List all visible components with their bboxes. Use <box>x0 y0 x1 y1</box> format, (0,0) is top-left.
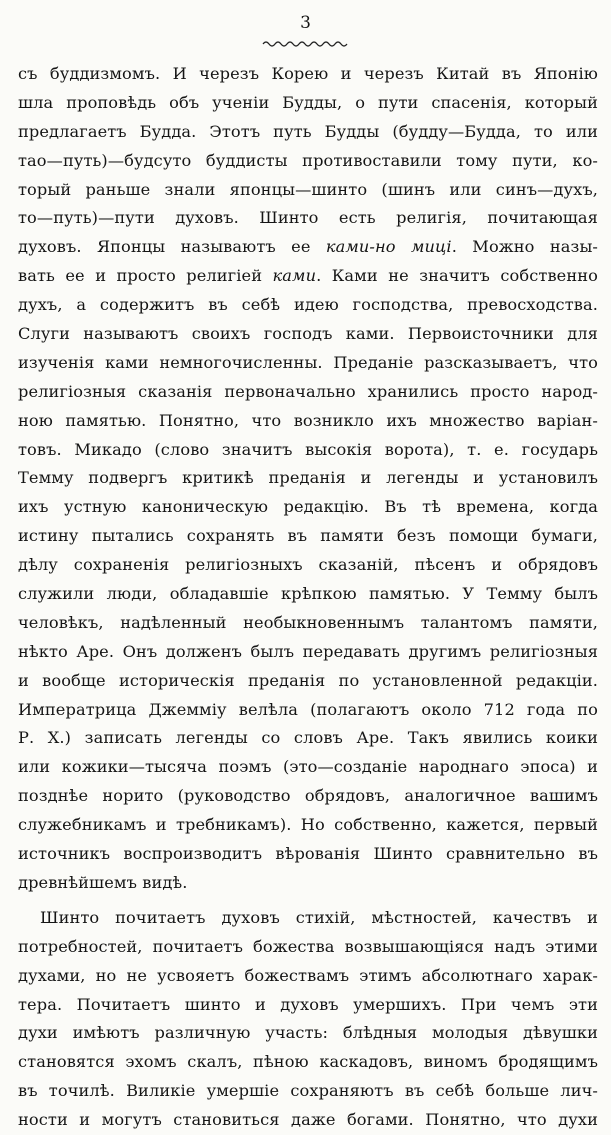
text-line <box>18 118 598 147</box>
emphasized-term: ками <box>272 266 317 286</box>
text-segment: источникъ воспроизводитъ вѣрованія Шинто сравнительно въ <box>18 844 598 864</box>
page-number: 3 <box>300 13 311 33</box>
text-body <box>18 60 598 1135</box>
text-line <box>18 667 598 696</box>
text-line <box>18 609 598 638</box>
text-line <box>18 1077 598 1106</box>
text-line <box>18 262 598 291</box>
text-line <box>18 407 598 436</box>
text-segment: въ точилѣ. Виликіе умершіе сохраняютъ въ себѣ больше лич- <box>18 1081 598 1101</box>
text-line <box>18 962 598 991</box>
text-line <box>18 176 598 205</box>
text-segment: . Ками не значитъ собственно <box>316 266 598 286</box>
text-segment: и вообще историческія преданія по установленной редакціи. <box>18 670 598 690</box>
text-line <box>18 522 598 551</box>
text-line <box>18 696 598 725</box>
text-segment: истину пытались сохранять въ памяти безъ помощи бумаги, <box>18 526 598 546</box>
emphasized-term: ками-но мицi <box>325 237 452 257</box>
text-segment: Слуги называютъ своихъ господъ ками. Первоисточники для <box>18 324 598 344</box>
text-line <box>18 233 598 262</box>
text-line <box>18 147 598 176</box>
text-segment: служили люди, обладавшіе крѣпкою памятью. У Темму былъ <box>18 584 598 604</box>
text-line <box>18 933 598 962</box>
text-segment: дѣлу сохраненія религіозныхъ сказаній, пѣсенъ и обрядовъ <box>18 555 598 575</box>
header-ornament <box>0 33 611 52</box>
text-line <box>18 493 598 522</box>
text-line <box>18 1048 598 1077</box>
text-segment: изученія ками немногочисленны. Преданіе разсказываетъ, что <box>18 352 598 372</box>
text-segment: или кожики—тысяча поэмъ (это—созданіе народнаго эпоса) и <box>18 757 598 777</box>
text-line <box>18 378 598 407</box>
text-segment: духи имѣютъ различную участь: блѣдныя молодыя дѣвушки <box>18 1023 598 1043</box>
text-segment: древнѣйшемъ видѣ. <box>18 872 188 892</box>
text-segment: тера. Почитаетъ шинто и духовъ умершихъ. При чемъ эти <box>18 994 598 1014</box>
text-line <box>18 782 598 811</box>
text-segment: человѣкъ, надѣленный необыкновеннымъ талантомъ памяти, <box>18 612 598 632</box>
text-segment: съ буддизмомъ. И черезъ Корею и черезъ Китай въ Японію <box>18 64 598 83</box>
text-segment: предлагаетъ Будда. Этотъ путь Будды (будду—Будда, то или <box>18 121 598 141</box>
text-line <box>18 204 598 233</box>
text-segment: духами, но не усвояетъ божествамъ этимъ абсолютнаго харак- <box>18 965 598 985</box>
text-line <box>18 869 598 898</box>
text-line <box>18 1019 598 1048</box>
wavy-rule-icon <box>261 40 351 48</box>
text-line <box>18 811 598 840</box>
text-segment: служебникамъ и требникамъ). Но собственно, кажется, первый <box>18 815 598 835</box>
text-line <box>18 89 598 118</box>
text-segment: вать ее и просто религіей <box>18 266 273 286</box>
text-segment: ною памятью. Понятно, что возникло ихъ множество варіан- <box>18 410 598 430</box>
text-segment: Императрица Джеммiу велѣла (полагаютъ около 712 года по <box>18 699 598 719</box>
text-segment: Темму подвергъ критикѣ преданія и легенды и установилъ <box>18 468 598 488</box>
text-line <box>18 60 598 89</box>
text-line <box>18 904 598 933</box>
text-segment: . Можно назы- <box>451 237 599 257</box>
text-line <box>18 551 598 580</box>
paragraph <box>18 904 598 1135</box>
text-line <box>18 349 598 378</box>
text-line <box>18 991 598 1020</box>
text-line <box>18 291 598 320</box>
text-segment: ности и могутъ становиться даже богами. Понятно, что духи <box>18 1110 598 1130</box>
text-line <box>18 724 598 753</box>
text-segment: торый раньше знали японцы—шинто (шинъ или синъ—духъ, <box>18 179 598 199</box>
text-line <box>18 840 598 869</box>
text-segment: шла проповѣдь объ ученіи Будды, о пути спасенія, который <box>18 92 598 112</box>
text-line <box>18 320 598 349</box>
text-segment: духъ, а содержитъ въ себѣ идею господства, превосходства. <box>18 295 598 315</box>
text-line <box>18 753 598 782</box>
text-line <box>18 464 598 493</box>
text-segment: товъ. Микадо (слово значитъ высокія ворота), т. е. государь <box>18 439 598 459</box>
text-line <box>18 580 598 609</box>
text-segment: ихъ устную каноническую редакцію. Въ тѣ времена, когда <box>18 497 598 517</box>
text-segment: Шинто почитаетъ духовъ стихій, мѣстностей, качествъ и <box>40 907 598 927</box>
text-segment: позднѣе норито (руководство обрядовъ, аналогичное вашимъ <box>18 786 598 806</box>
text-segment: то—путь)—пути духовъ. Шинто есть религія, почитающая <box>18 208 598 228</box>
text-segment: тао—путь)—будсуто буддисты противоставили тому пути, ко- <box>18 150 598 170</box>
text-segment: религіозныя сказанія первоначально хранились просто народ- <box>18 381 598 401</box>
text-line <box>18 638 598 667</box>
text-line <box>18 1106 598 1135</box>
text-segment: становятся эхомъ скалъ, пѣною каскадовъ, виномъ бродящимъ <box>18 1052 598 1072</box>
text-line <box>18 436 598 465</box>
text-segment: нѣкто Аре. Онъ долженъ былъ передавать другимъ религіозныя <box>18 641 598 661</box>
text-segment: потребностей, почитаетъ божества возвышающіяся надъ этими <box>18 936 598 956</box>
text-segment: духовъ. Японцы называютъ ее <box>18 237 326 257</box>
text-segment: Р. Х.) записать легенды со словъ Аре. Такъ явились коики <box>18 728 598 748</box>
paragraph <box>18 60 598 898</box>
